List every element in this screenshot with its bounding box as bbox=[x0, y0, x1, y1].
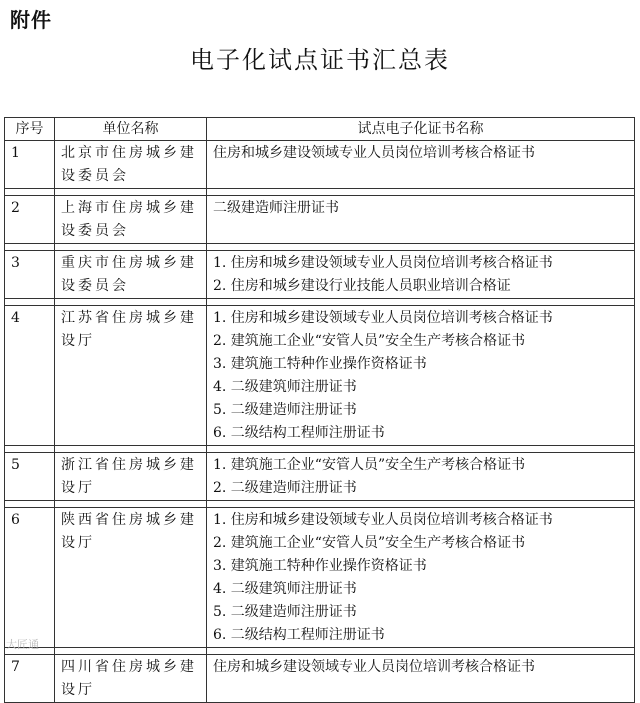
unit-name: 上海市住房城乡建设委员会 bbox=[55, 196, 207, 244]
column-header-certificates: 试点电子化证书名称 bbox=[207, 118, 635, 141]
certificate-item: 1. 住房和城乡建设领域专业人员岗位培训考核合格证书 bbox=[213, 512, 553, 528]
certificate-item: 2. 二级建造师注册证书 bbox=[213, 480, 357, 496]
column-header-no: 序号 bbox=[5, 118, 55, 141]
row-number: 5 bbox=[5, 453, 55, 501]
unit-name: 陕西省住房城乡建设厅 bbox=[55, 508, 207, 648]
spacer-cell bbox=[5, 244, 55, 251]
certificate-list bbox=[207, 141, 635, 189]
unit-name: 四川省住房城乡建设厅 bbox=[55, 655, 207, 703]
row-number: 1 bbox=[5, 141, 55, 189]
spacer-cell bbox=[55, 244, 207, 251]
unit-name: 江苏省住房城乡建设厅 bbox=[55, 306, 207, 446]
spacer-cell bbox=[55, 648, 207, 655]
certificate-list bbox=[207, 251, 635, 299]
row-number: 4 bbox=[5, 306, 55, 446]
certificate-summary-table bbox=[4, 117, 635, 703]
certificate-item: 6. 二级结构工程师注册证书 bbox=[213, 627, 385, 643]
certificate-item: 1. 住房和城乡建设领域专业人员岗位培训考核合格证书 bbox=[213, 255, 553, 271]
attachment-label: 附件 bbox=[10, 8, 52, 32]
certificate-item: 5. 二级建造师注册证书 bbox=[213, 604, 357, 620]
row-spacer bbox=[5, 648, 635, 655]
document-title: 电子化试点证书汇总表 bbox=[190, 46, 450, 74]
row-spacer bbox=[5, 446, 635, 453]
certificate-item: 4. 二级建筑师注册证书 bbox=[213, 379, 357, 395]
certificate-item: 住房和城乡建设领域专业人员岗位培训考核合格证书 bbox=[213, 659, 535, 675]
row-number: 6 bbox=[5, 508, 55, 648]
spacer-cell bbox=[207, 648, 635, 655]
row-number: 7 bbox=[5, 655, 55, 703]
certificate-item: 5. 二级建造师注册证书 bbox=[213, 402, 357, 418]
certificate-list bbox=[207, 306, 635, 446]
certificate-item: 住房和城乡建设领域专业人员岗位培训考核合格证书 bbox=[213, 145, 535, 161]
spacer-cell bbox=[207, 299, 635, 306]
table-row bbox=[5, 508, 635, 648]
certificate-item: 二级建造师注册证书 bbox=[213, 200, 339, 216]
unit-name: 北京市住房城乡建设委员会 bbox=[55, 141, 207, 189]
certificate-item: 6. 二级结构工程师注册证书 bbox=[213, 425, 385, 441]
certificate-list bbox=[207, 655, 635, 703]
spacer-cell bbox=[55, 446, 207, 453]
spacer-cell bbox=[55, 299, 207, 306]
row-number: 2 bbox=[5, 196, 55, 244]
spacer-cell bbox=[207, 501, 635, 508]
certificate-item: 1. 住房和城乡建设领域专业人员岗位培训考核合格证书 bbox=[213, 310, 553, 326]
table-row bbox=[5, 251, 635, 299]
certificate-list bbox=[207, 196, 635, 244]
table-row bbox=[5, 655, 635, 703]
certificate-item: 2. 建筑施工企业“安管人员”安全生产考核合格证书 bbox=[213, 333, 526, 349]
column-header-unit: 单位名称 bbox=[55, 118, 207, 141]
spacer-cell bbox=[55, 501, 207, 508]
spacer-cell bbox=[207, 244, 635, 251]
watermark: 大匠通 bbox=[6, 638, 39, 651]
certificate-item: 4. 二级建筑师注册证书 bbox=[213, 581, 357, 597]
spacer-cell bbox=[55, 189, 207, 196]
certificate-list bbox=[207, 453, 635, 501]
row-spacer bbox=[5, 189, 635, 196]
certificate-list bbox=[207, 508, 635, 648]
unit-name: 重庆市住房城乡建设委员会 bbox=[55, 251, 207, 299]
table-row bbox=[5, 306, 635, 446]
row-spacer bbox=[5, 244, 635, 251]
certificate-item: 2. 住房和城乡建设行业技能人员职业培训合格证 bbox=[213, 278, 511, 294]
row-spacer bbox=[5, 299, 635, 306]
row-number: 3 bbox=[5, 251, 55, 299]
certificate-item: 2. 建筑施工企业“安管人员”安全生产考核合格证书 bbox=[213, 535, 526, 551]
spacer-cell bbox=[5, 299, 55, 306]
table-row bbox=[5, 141, 635, 189]
spacer-cell bbox=[5, 189, 55, 196]
unit-name: 浙江省住房城乡建设厅 bbox=[55, 453, 207, 501]
certificate-item: 1. 建筑施工企业“安管人员”安全生产考核合格证书 bbox=[213, 457, 526, 473]
row-spacer bbox=[5, 501, 635, 508]
table-header-row bbox=[5, 118, 635, 141]
table-row bbox=[5, 453, 635, 501]
spacer-cell bbox=[5, 446, 55, 453]
spacer-cell bbox=[207, 189, 635, 196]
spacer-cell bbox=[5, 501, 55, 508]
certificate-item: 3. 建筑施工特种作业操作资格证书 bbox=[213, 356, 427, 372]
spacer-cell bbox=[207, 446, 635, 453]
certificate-item: 3. 建筑施工特种作业操作资格证书 bbox=[213, 558, 427, 574]
table-row bbox=[5, 196, 635, 244]
